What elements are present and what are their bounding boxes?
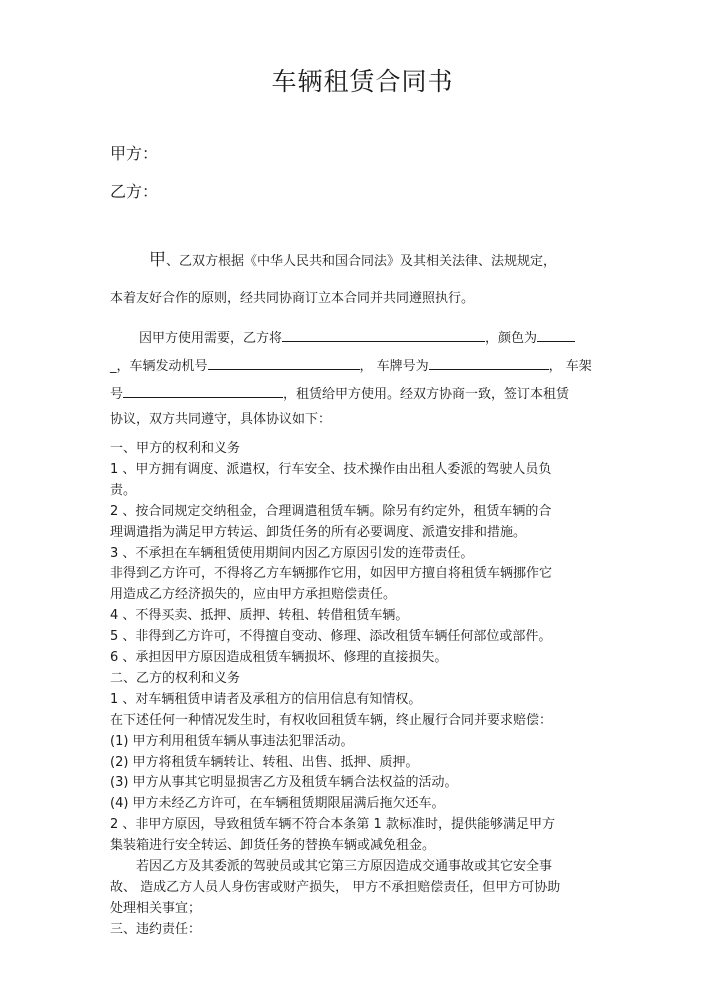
clause-line: 故、 造成乙方人员人身伤害或财产损失， 甲方不承担赔偿责任，但甲方可协助 (110, 880, 561, 895)
intro-line-1 (149, 252, 556, 270)
clause-line: 理调遣指为满足甲方转运、卸货任务的所有必要调度、派遣安排和措施。 (110, 525, 527, 540)
frame-number-blank (123, 384, 283, 398)
intro-line-2: 本着友好合作的原则，经共同协商订立本合同并共同遵照执行。 (110, 291, 475, 306)
intro-lead-char: 甲 (149, 250, 166, 270)
vehicle-line-1-b: ，颜色为 (485, 331, 538, 346)
clause-line: (2) 甲方将租赁车辆转让、转租、出售、抵押、质押。 (110, 755, 419, 770)
vehicle-model-blank (282, 328, 485, 342)
clause-line: 4 、不得买卖、抵押、质押、转租、转借租赁车辆。 (110, 608, 409, 623)
vehicle-line-2-c: ， 车架 (548, 359, 592, 374)
party-a-label: 甲方： (110, 144, 159, 163)
clause-line: (3) 甲方从事其它明显损害乙方及租赁车辆合法权益的活动。 (110, 775, 458, 790)
vehicle-line-3-a: 号 (110, 387, 124, 402)
clause-line: 处理相关事宜； (110, 901, 202, 916)
clause-line: (1) 甲方利用租赁车辆从事违法犯罪活动。 (110, 734, 354, 749)
vehicle-line-2-a: _，车辆发动机号 (110, 359, 208, 374)
vehicle-line-3-b: ，租赁给甲方使用。经双方协商一致，签订本租赁 (283, 387, 570, 402)
clause-line: 1 、甲方拥有调度、派遣权，行车安全、技术操作由出租人委派的驾驶人员负 (110, 462, 552, 477)
clause-line: 2 、按合同规定交纳租金，合理调遣租赁车辆。除另有约定外，租赁车辆的合 (110, 504, 552, 519)
clause-line: 在下述任何一种情况发生时，有权收回租赁车辆，终止履行合同并要求赔偿： (110, 713, 553, 728)
vehicle-line-2 (110, 356, 592, 375)
clause-line: 若因乙方及其委派的驾驶员或其它第三方原因造成交通事故或其它安全事 (110, 859, 553, 874)
party-b-label: 乙方： (110, 182, 159, 201)
clause-line: 三、违约责任： (110, 922, 202, 937)
clause-line: 用造成乙方经济损失的，应由甲方承担赔偿责任。 (110, 587, 397, 602)
clause-line: (4) 甲方未经乙方许可，在车辆租赁期限届满后拖欠还车。 (110, 796, 445, 811)
engine-number-blank (208, 356, 360, 370)
clause-line: 2 、非甲方原因，导致租赁车辆不符合本条第 1 款标准时，提供能够满足甲方 (110, 817, 555, 832)
clause-line: 一、甲方的权利和义务 (110, 441, 241, 456)
vehicle-line-3 (110, 384, 569, 403)
vehicle-line-1 (139, 328, 575, 347)
clause-line: 3 、不承担在车辆租赁使用期间内因乙方原因引发的连带责任。 (110, 546, 474, 561)
clause-line: 二、乙方的权利和义务 (110, 671, 241, 686)
clause-line: 集装箱进行安全转运、卸货任务的替换车辆或减免租金。 (110, 838, 436, 853)
clause-line: 6 、承担因甲方原因造成租赁车辆损坏、修理的直接损失。 (110, 650, 448, 665)
vehicle-line-1-a: 因甲方使用需要，乙方将 (139, 331, 283, 346)
color-blank (537, 328, 575, 342)
vehicle-line-2-b: ， 车牌号为 (359, 359, 429, 374)
clause-line: 责。 (110, 483, 137, 498)
clause-line: 非得到乙方许可，不得将乙方车辆挪作它用，如因甲方擅自将租赁车辆挪作它 (110, 566, 553, 581)
intro-line-1-text: 、乙双方根据《中华人民共和国合同法》及其相关法律、法规规定， (166, 254, 557, 269)
plate-number-blank (429, 356, 549, 370)
document-title: 车辆租赁合同书 (271, 67, 454, 96)
clause-line: 5 、非得到乙方许可，不得擅自变动、修理、添改租赁车辆任何部位或部件。 (110, 629, 552, 644)
clause-line: 1 、对车辆租赁申请者及承租方的信用信息有知情权。 (110, 692, 422, 707)
vehicle-line-4: 协议，双方共同遵守，具体协议如下： (110, 412, 332, 427)
